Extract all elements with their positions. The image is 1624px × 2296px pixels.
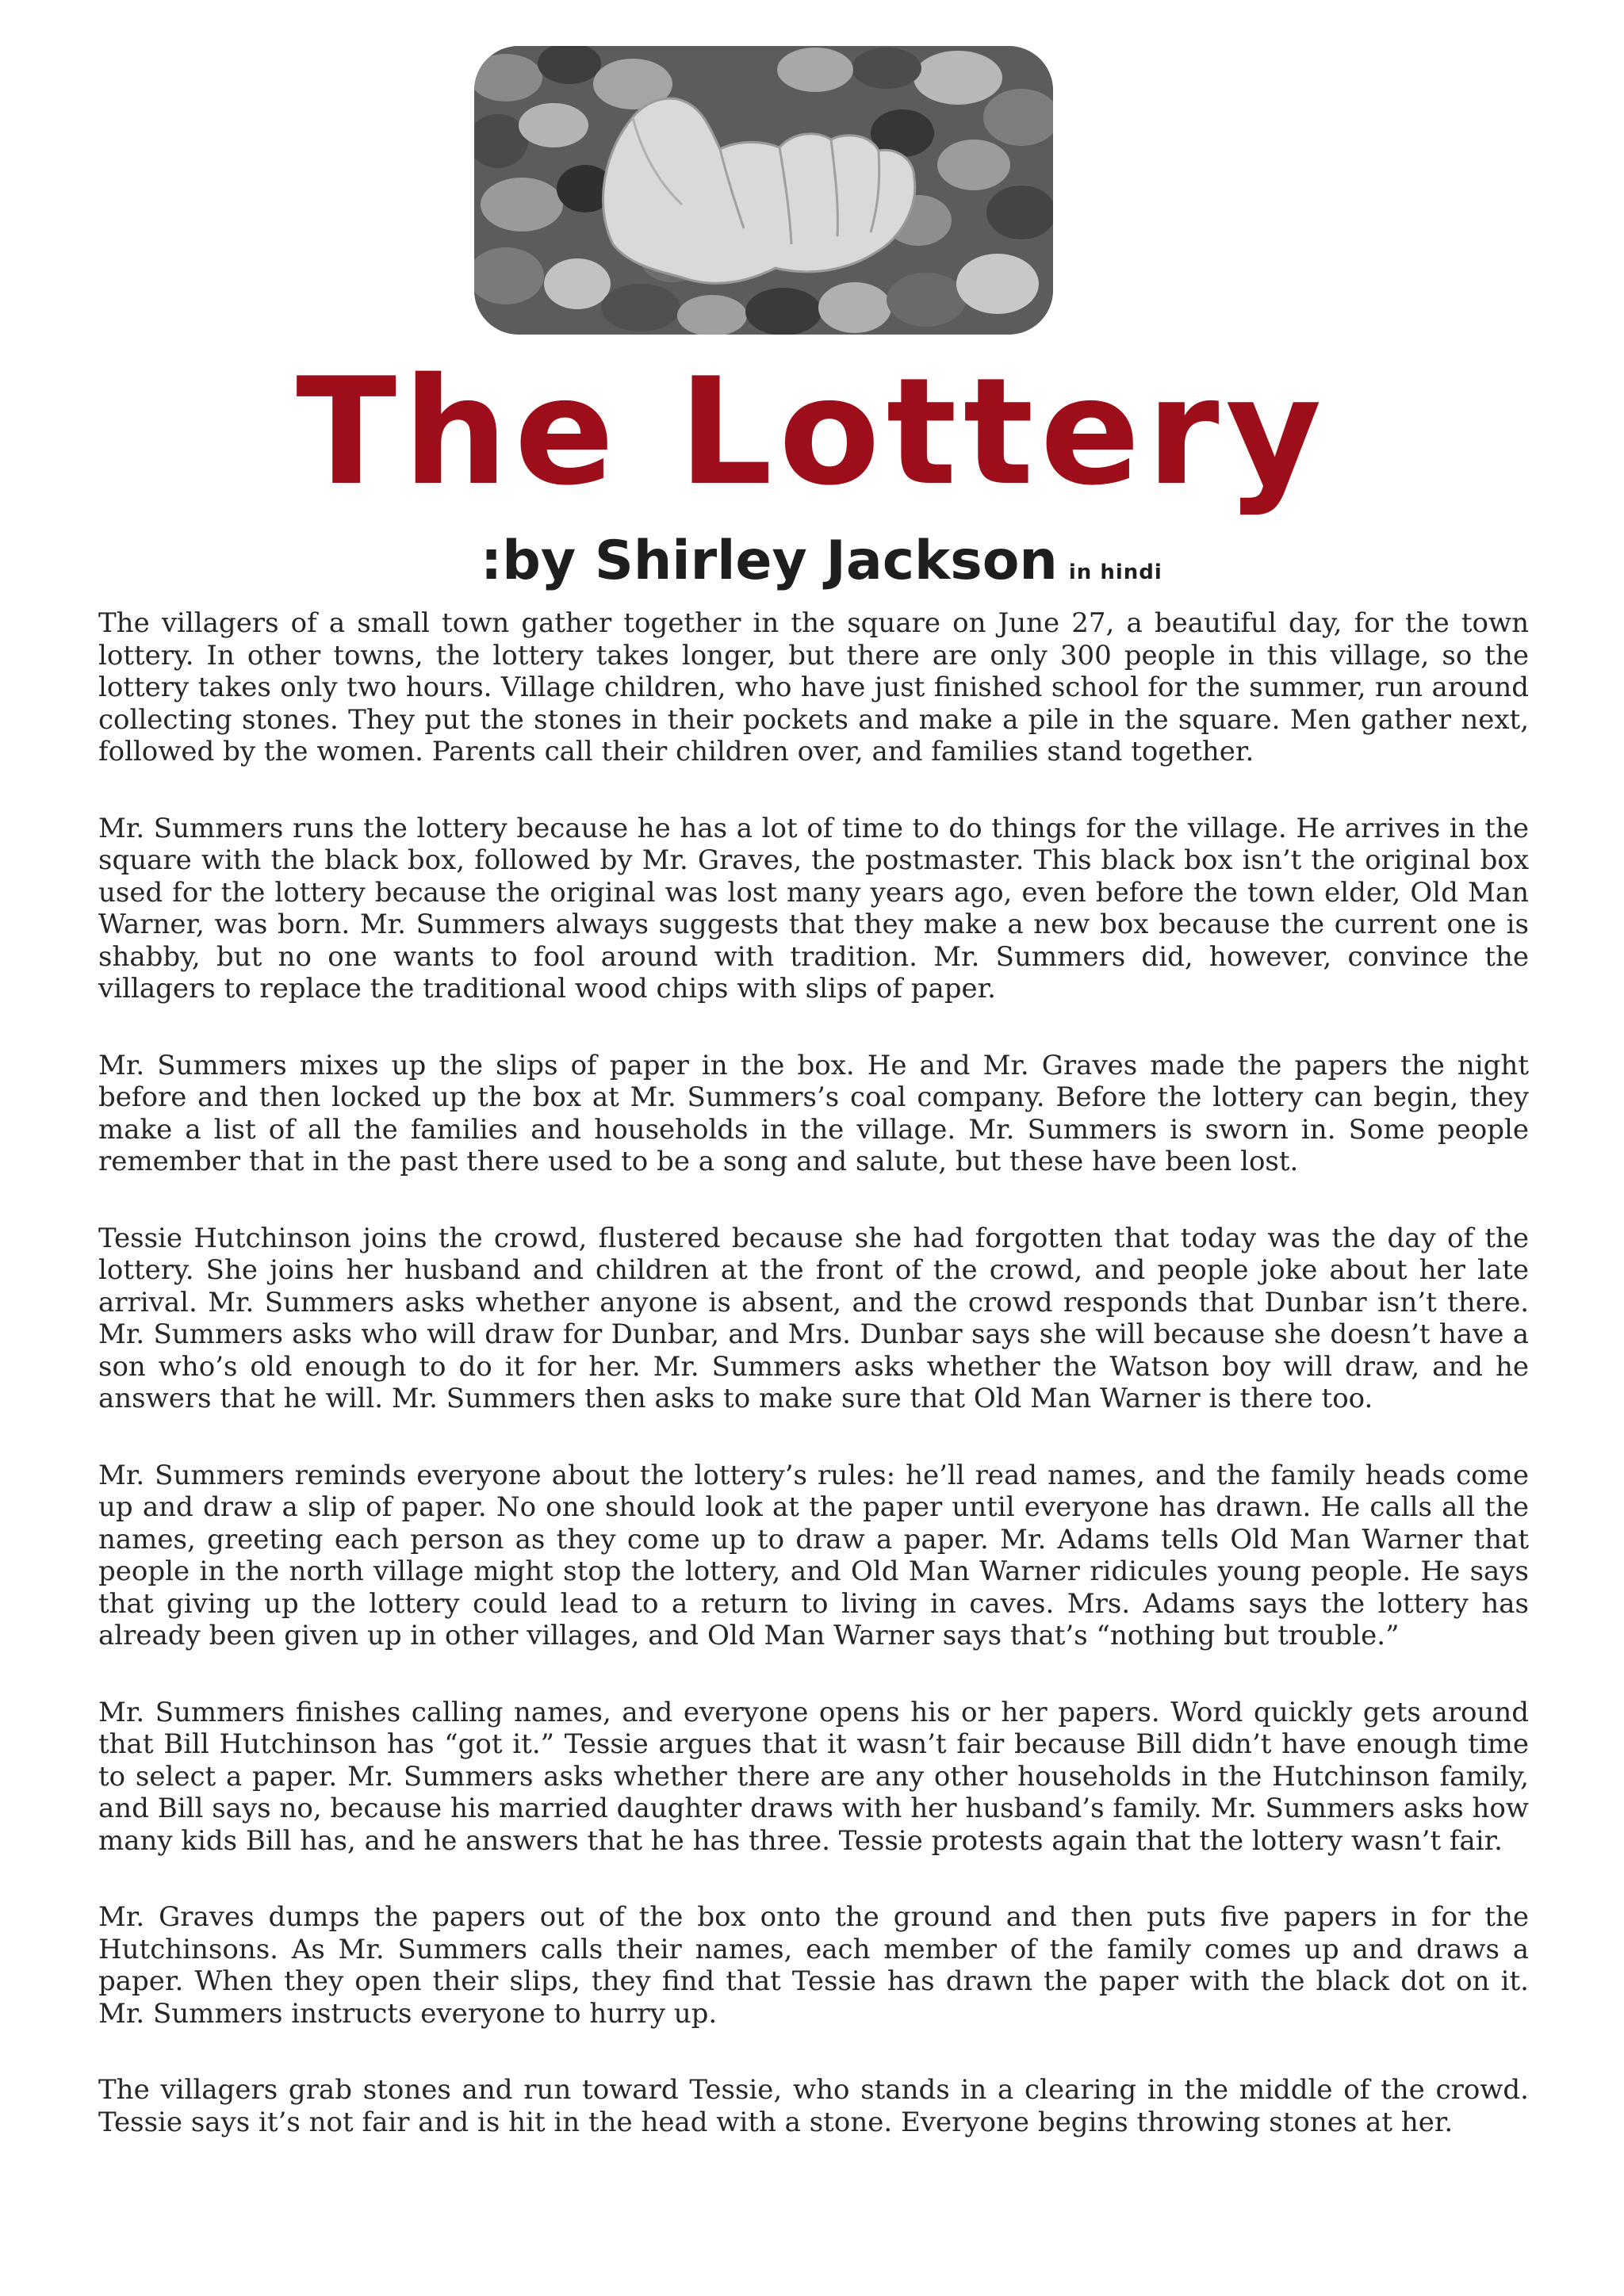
paragraph: Mr. Summers runs the lottery because he has a lot of time to do things for the village. He arrives in the square with the black box, followed by Mr. Graves, the postmaster. This black box isn’t the original box used for the lottery because the original was lost many years ago, even before the town elder, Old Man Warner, was born. Mr. Summers always suggests that they make a new box because the current one is shabby, but no one wants to fool around with tradition. Mr. Summers did, however, convince the villagers to replace the traditional wood chips with slips of paper. bbox=[98, 812, 1529, 1004]
byline-note: in hindi bbox=[1068, 561, 1162, 584]
cover-image bbox=[474, 46, 1053, 335]
document-title: The Lottery bbox=[296, 346, 1328, 518]
paragraph: Tessie Hutchinson joins the crowd, flustered because she had forgotten that today was the day of the lottery. She joins her husband and children at the front of the crowd, and people joke about her late arrival. Mr. Summers asks whether anyone is absent, and the crowd responds that Dunbar isn’t there. Mr. Summers asks who will draw for Dunbar, and Mrs. Dunbar says she will because she doesn’t have a son who’s old enough to do it for her. Mr. Summers asks whether the Watson boy will draw, and he answers that he will. Mr. Summers then asks to make sure that Old Man Warner is there too. bbox=[98, 1222, 1529, 1414]
paragraph: The villagers grab stones and run toward Tessie, who stands in a clearing in the middle of the crowd. Tessie says it’s not fair and is hit in the head with a stone. Everyone begins throwing stones at her. bbox=[98, 2074, 1529, 2138]
paragraph: Mr. Graves dumps the papers out of the box onto the ground and then puts five papers in for the Hutchinsons. As Mr. Summers calls their names, each member of the family comes up and draws a paper. When they open their slips, they find that Tessie has drawn the paper with the black dot on it. Mr. Summers instructs everyone to hurry up. bbox=[98, 1901, 1529, 2030]
summary-body bbox=[98, 607, 1529, 2183]
hand-with-stones-illustration bbox=[474, 46, 1053, 335]
paragraph: Mr. Summers mixes up the slips of paper in the box. He and Mr. Graves made the papers the night before and then locked up the box at Mr. Summers’s coal company. Before the lottery can begin, they make a list of all the families and households in the village. Mr. Summers is sworn in. Some people remember that in the past there used to be a song and salute, but these have been lost. bbox=[98, 1049, 1529, 1177]
author-name: :by Shirley Jackson bbox=[481, 530, 1058, 592]
author-byline bbox=[481, 528, 1162, 606]
paragraph: Mr. Summers finishes calling names, and everyone opens his or her papers. Word quickly gets around that Bill Hutchinson has “got it.” Tessie argues that it wasn’t fair because Bill didn’t have enough time to select a paper. Mr. Summers asks whether there are any other households in the Hutchinson family, and Bill says no, because his married daughter draws with her husband’s family. Mr. Summers asks how many kids Bill has, and he answers that he has three. Tessie protests again that the lottery wasn’t fair. bbox=[98, 1696, 1529, 1857]
paragraph: Mr. Summers reminds everyone about the lottery’s rules: he’ll read names, and the family heads come up and draw a slip of paper. No one should look at the paper until everyone has drawn. He calls all the names, greeting each person as they come up to draw a paper. Mr. Adams tells Old Man Warner that people in the north village might stop the lottery, and Old Man Warner ridicules young people. He says that giving up the lottery could lead to a return to living in caves. Mrs. Adams says the lottery has already been given up in other villages, and Old Man Warner says that’s “nothing but trouble.” bbox=[98, 1459, 1529, 1651]
paragraph: The villagers of a small town gather together in the square on June 27, a beautiful day, for the town lottery. In other towns, the lottery takes longer, but there are only 300 people in this village, so the lottery takes only two hours. Village children, who have just finished school for the summer, run around collecting stones. They put the stones in their pockets and make a pile in the square. Men gather next, followed by the women. Parents call their children over, and families stand together. bbox=[98, 607, 1529, 767]
